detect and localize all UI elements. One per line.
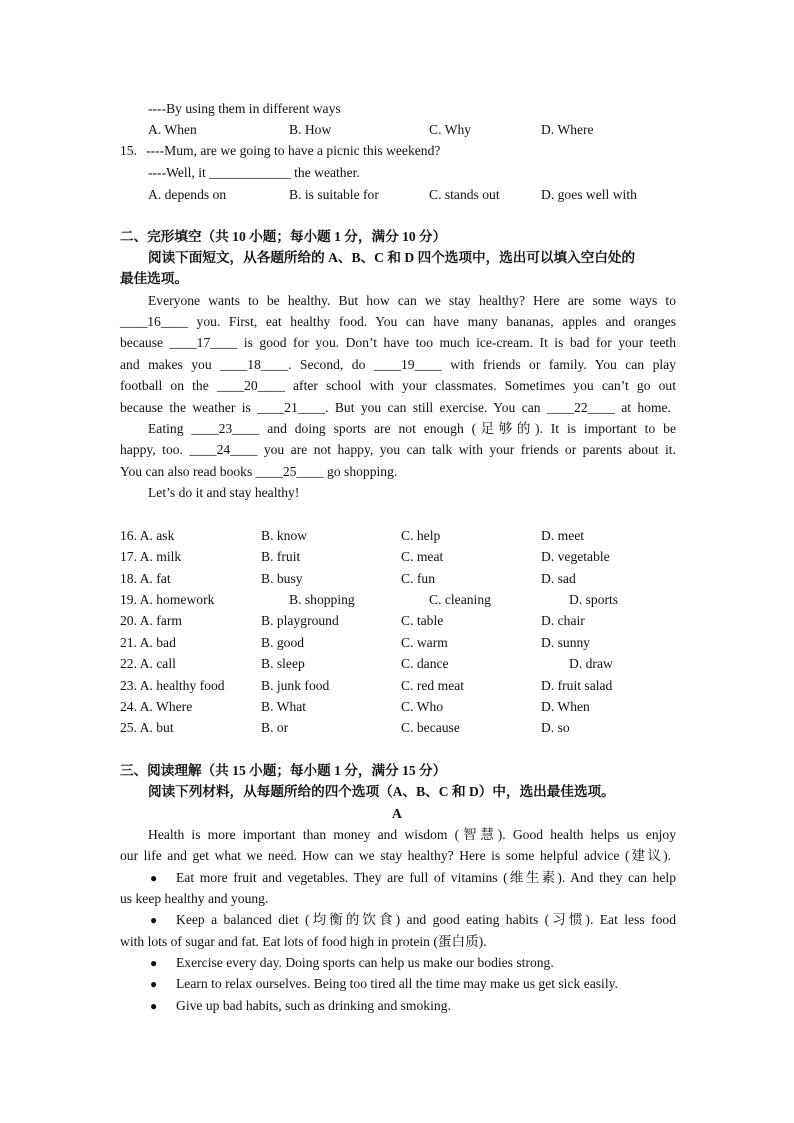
bullet-icon: ●: [150, 956, 158, 970]
q17-option-d: D. vegetable: [541, 549, 610, 564]
bullet-icon: ●: [150, 977, 158, 991]
section3-heading: 三、阅读理解（共 15 小题；每小题 1 分，满分 15 分）: [120, 763, 447, 778]
q17-option-b: B. fruit: [261, 549, 301, 564]
q15-question-line: ----Mum, are we going to have a picnic this weekend?: [146, 143, 441, 158]
bullet-icon: ●: [150, 871, 158, 885]
advice-item: Learn to relax ourselves. Being too tired all the time may make us get sick easily.: [176, 976, 618, 991]
q25-option-d: D. so: [541, 720, 570, 735]
q25-option-b: B. or: [261, 720, 289, 735]
section2-heading: 二、完形填空（共 10 小题；每小题 1 分，满分 10 分）: [120, 229, 447, 244]
q16-option-d: D. meet: [541, 528, 585, 543]
q15-option-d: D. goes well with: [541, 187, 637, 202]
q24-option-a: 24. A. Where: [120, 699, 193, 714]
q24-option-c: C. Who: [401, 699, 444, 714]
q25-option-a: 25. A. but: [120, 720, 174, 735]
q15-answer-line: ----Well, it ____________ the weather.: [148, 165, 360, 180]
q18-option-b: B. busy: [261, 571, 303, 586]
bullet-icon: ●: [150, 913, 158, 927]
q15-number: 15.: [120, 143, 137, 158]
q18-option-a: 18. A. fat: [120, 571, 171, 586]
cloze-passage-line: because ____17____ is good for you. Don’t have too much ice-cream. It is bad for your teeth: [120, 335, 676, 350]
q18-option-c: C. fun: [401, 571, 435, 586]
cloze-passage-line: Everyone wants to be healthy. But how can we stay healthy? Here are some ways to: [148, 293, 676, 308]
q22-option-d: D. draw: [569, 656, 613, 671]
q16-option-a: 16. A. ask: [120, 528, 175, 543]
q21-option-c: C. warm: [401, 635, 448, 650]
q18-option-d: D. sad: [541, 571, 576, 586]
q17-option-a: 17. A. milk: [120, 549, 182, 564]
section2-instruction: 阅读下面短文，从各题所给的 A、B、C 和 D 四个选项中，选出可以填入空白处的: [148, 250, 636, 265]
q25-option-c: C. because: [401, 720, 460, 735]
advice-item: Keep a balanced diet (均衡的饮食) and good eating habits (习惯). Eat less food: [176, 912, 676, 927]
advice-item: Eat more fruit and vegetables. They are full of vitamins (维生素). And they can help: [176, 870, 676, 885]
q23-option-d: D. fruit salad: [541, 678, 613, 693]
q23-option-c: C. red meat: [401, 678, 465, 693]
q19-option-d: D. sports: [569, 592, 619, 607]
q23-option-b: B. junk food: [261, 678, 330, 693]
q22-option-b: B. sleep: [261, 656, 305, 671]
q24-option-b: B. What: [261, 699, 307, 714]
q20-option-c: C. table: [401, 613, 444, 628]
q14-answer-line: ----By using them in different ways: [148, 101, 341, 116]
advice-item-cont: us keep healthy and young.: [120, 891, 269, 906]
bullet-icon: ●: [150, 999, 158, 1013]
cloze-passage-line: and makes you ____18____. Second, do ____19____ with friends or family. You can play: [120, 357, 676, 372]
q14-option-d: D. Where: [541, 122, 594, 137]
q15-option-c: C. stands out: [429, 187, 500, 202]
q15-option-a: A. depends on: [148, 187, 227, 202]
q22-option-a: 22. A. call: [120, 656, 176, 671]
q21-option-b: B. good: [261, 635, 305, 650]
q23-option-a: 23. A. healthy food: [120, 678, 225, 693]
q14-option-c: C. Why: [429, 122, 472, 137]
section2-instruction-cont: 最佳选项。: [120, 271, 188, 286]
q14-option-a: A. When: [148, 122, 197, 137]
q15-option-b: B. is suitable for: [289, 187, 379, 202]
q22-option-c: C. dance: [401, 656, 449, 671]
section3-instruction: 阅读下列材料，从每题所给的四个选项（A、B、C 和 D）中，选出最佳选项。: [148, 784, 615, 799]
cloze-passage-closing: Let’s do it and stay healthy!: [148, 485, 300, 500]
cloze-passage-line: because the weather is ____21____. But you can still exercise. You can ____22____ at home.: [120, 400, 671, 415]
advice-item: Exercise every day. Doing sports can help us make our bodies strong.: [176, 955, 554, 970]
cloze-passage-line: football on the ____20____ after school with your classmates. Sometimes you can’t go out: [120, 378, 676, 393]
cloze-passage-line: ____16____ you. First, eat healthy food. You can have many bananas, apples and oranges: [120, 314, 676, 329]
passage-label: A: [392, 806, 402, 821]
cloze-passage-line: happy, too. ____24____ you are not happy, you can talk with your friends or parents about it.: [120, 442, 676, 457]
reading-intro-line: Health is more important than money and wisdom (智慧). Good health helps us enjoy: [148, 827, 676, 842]
q20-option-d: D. chair: [541, 613, 585, 628]
q14-option-b: B. How: [289, 122, 332, 137]
q20-option-a: 20. A. farm: [120, 613, 182, 628]
advice-item-cont: with lots of sugar and fat. Eat lots of food high in protein (蛋白质).: [120, 934, 487, 949]
q16-option-b: B. know: [261, 528, 308, 543]
reading-intro-line: our life and get what we need. How can we stay healthy? Here is some helpful advice (建议).: [120, 848, 671, 863]
q17-option-c: C. meat: [401, 549, 444, 564]
q19-option-c: C. cleaning: [429, 592, 491, 607]
q21-option-a: 21. A. bad: [120, 635, 176, 650]
q19-option-a: 19. A. homework: [120, 592, 215, 607]
q21-option-d: D. sunny: [541, 635, 591, 650]
q24-option-d: D. When: [541, 699, 590, 714]
q16-option-c: C. help: [401, 528, 441, 543]
advice-item: Give up bad habits, such as drinking and smoking.: [176, 998, 451, 1013]
cloze-passage-line: Eating ____23____ and doing sports are not enough (足够的). It is important to be: [148, 421, 676, 436]
q19-option-b: B. shopping: [289, 592, 355, 607]
cloze-passage-line: You can also read books ____25____ go shopping.: [120, 464, 398, 479]
q20-option-b: B. playground: [261, 613, 339, 628]
